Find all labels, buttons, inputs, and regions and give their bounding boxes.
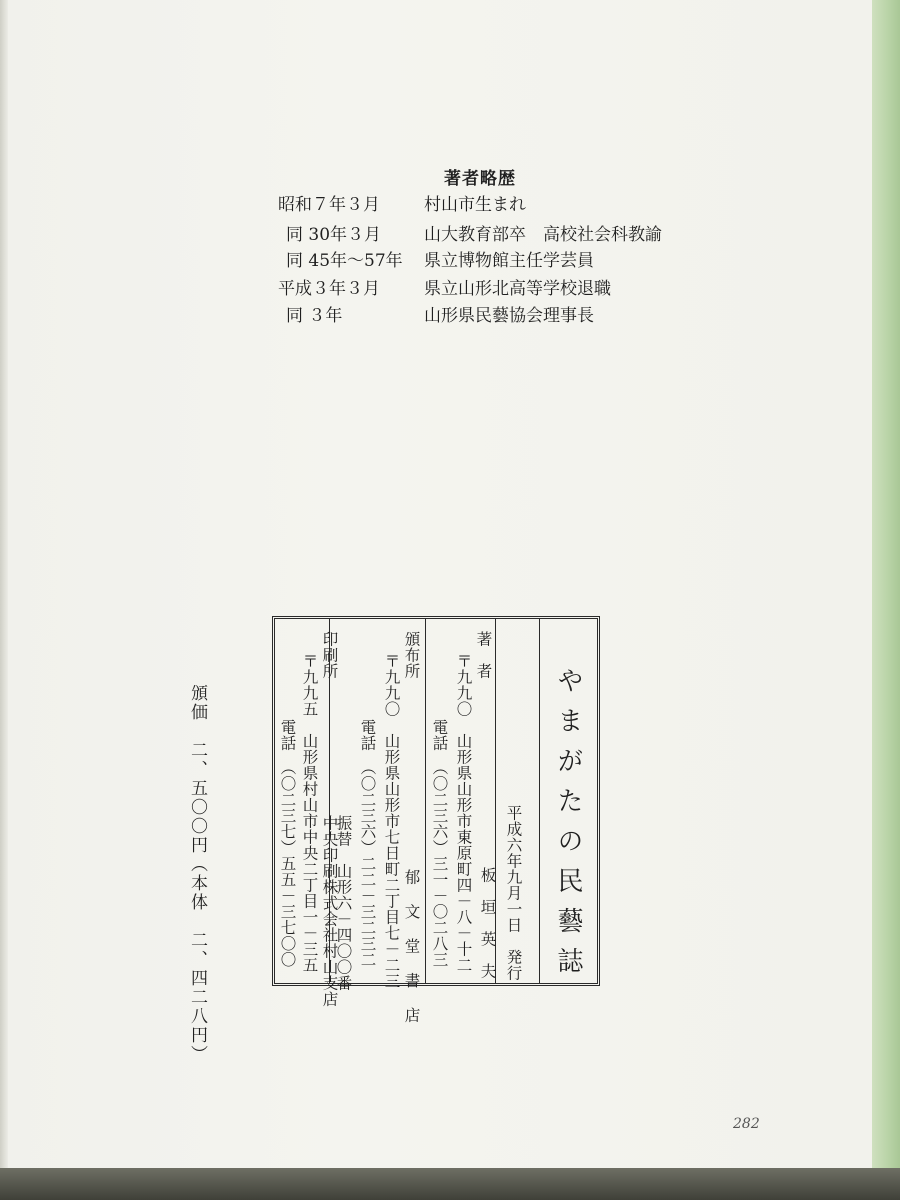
biography-date: 昭和７年３月 [278,195,380,215]
book-cover-edge [872,0,900,1200]
distributor-address: 〒九九〇 山形県山形市七日町二丁目七－二三 [382,653,401,989]
biography-event: 県立博物館主任学芸員 [424,251,594,271]
issue-date: 平成六年九月一日 発行 [504,805,523,981]
colophon-divider [539,619,540,983]
author-name: 板 垣 英 夫 [478,867,497,979]
biography-date: 同 30年３月 [286,225,382,245]
colophon-divider [425,619,426,983]
biography-date: 同 45年～57年 [286,251,403,271]
biography-heading: 著者略歴 [444,169,516,189]
colophon-box [272,616,600,1023]
printer-address: 〒九九五 山形県村山市中央二丁目一－三五 [300,653,319,973]
book-bottom-edge [0,1168,900,1200]
price-label: 頒価 二、五〇〇円（本体 二、四二八円） [187,684,207,1064]
author-address: 〒九九〇 山形県山形市東原町四－八－十二 [454,653,473,973]
book-title: やまがたの民藝誌 [553,667,583,987]
printer-phone: 電話 （〇二三七）五五－三七〇〇 [278,719,297,968]
biography-event: 村山市生まれ [424,195,526,215]
page-number: 282 [733,1116,760,1132]
author-phone: 電話 （〇二三六）三一－〇二八三 [430,719,449,968]
printer-name: 中央印刷株式会社村山支店 [320,815,339,1007]
biography-date: 平成３年３月 [278,279,380,299]
biography-event: 山形県民藝協会理事長 [424,306,594,326]
distributor-label: 頒布所 [402,631,421,679]
distributor-transfer: 振替 山形六－四〇〇番 [334,815,353,991]
author-label: 著 者 [474,631,493,679]
biography-event: 県立山形北高等学校退職 [424,279,611,299]
biography-event: 山大教育部卒 高校社会科教諭 [424,225,662,245]
printer-label: 印刷所 [320,631,339,679]
biography-date: 同 ３年 [286,306,343,326]
distributor-phone: 電話 （〇二三六）二二－三二三二 [358,719,377,968]
distributor-name: 郁 文 堂 書 店 [402,869,421,1023]
page-left-edge [0,0,8,1200]
